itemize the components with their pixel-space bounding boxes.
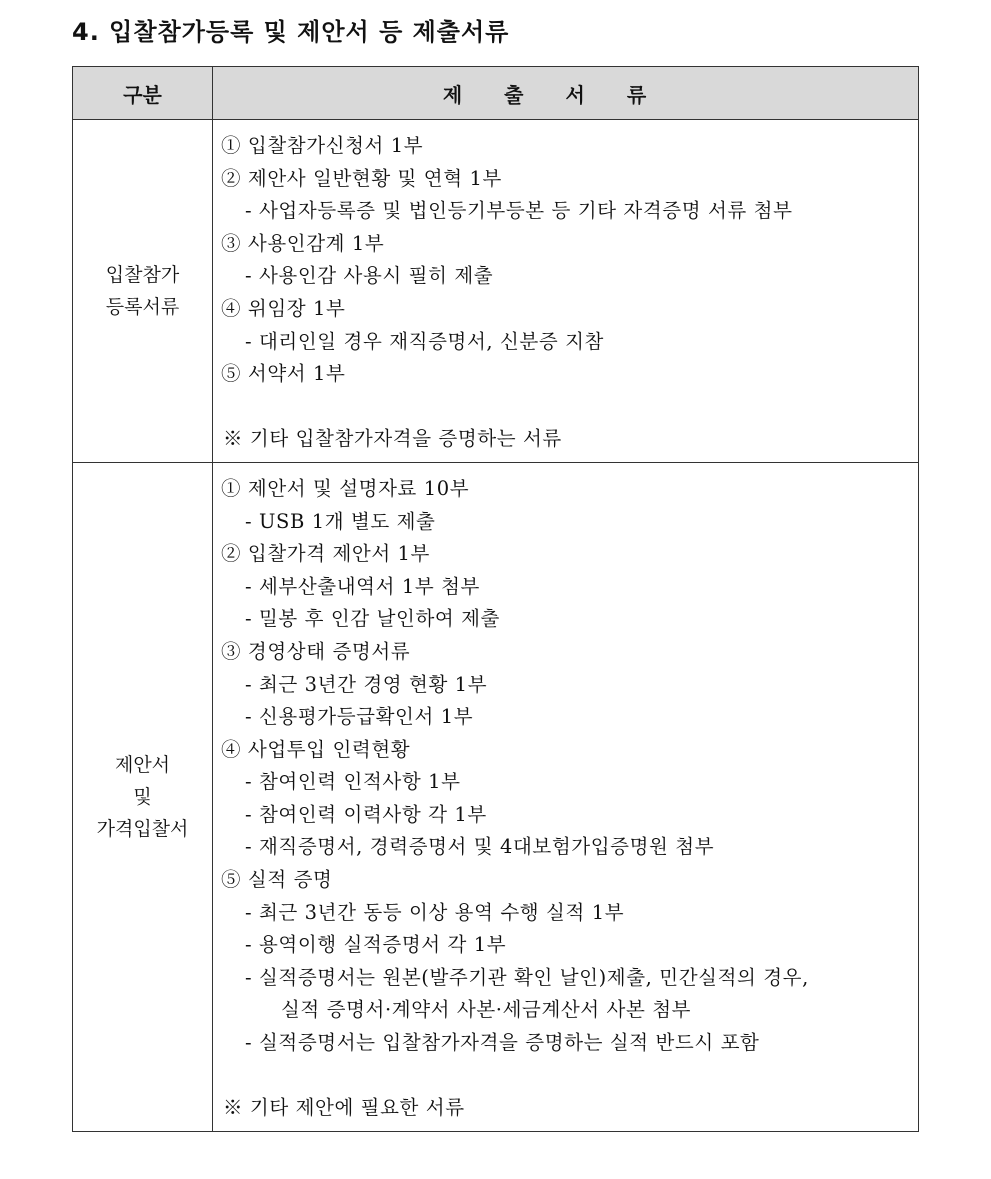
documents-cell [213, 462, 919, 1131]
document-list [213, 120, 918, 462]
note-item: ※ 기타 제안에 필요한 서류 [223, 1096, 465, 1120]
category-label: 등록서류 [105, 295, 180, 318]
header-category: 구분 [73, 67, 213, 120]
blank-line [221, 1060, 918, 1093]
category-cell [73, 462, 213, 1131]
list-item: ④ 위임장 1부 [221, 296, 346, 320]
category-label: 제안서 [114, 753, 171, 776]
list-item: ⑤ 실적 증명 [221, 868, 333, 892]
table-row [73, 462, 919, 1131]
list-subitem: - 참여인력 인적사항 1부 [245, 770, 461, 794]
note-item: ※ 기타 입찰참가자격을 증명하는 서류 [223, 427, 562, 451]
category-cell [73, 120, 213, 463]
list-item: ④ 사업투입 인력현황 [221, 737, 411, 761]
list-item: ① 입찰참가신청서 1부 [221, 134, 424, 157]
list-subitem: - 실적증명서는 원본(발주기관 확인 날인)제출, 민간실적의 경우, [245, 965, 809, 989]
list-item: ② 제안사 일반현황 및 연혁 1부 [221, 166, 502, 190]
list-subitem: - 밀봉 후 인감 날인하여 제출 [245, 607, 500, 631]
list-subitem: - 재직증명서, 경력증명서 및 4대보험가입증명원 첨부 [245, 835, 715, 859]
list-item: ② 입찰가격 제안서 1부 [221, 542, 430, 566]
list-subitem: - 대리인일 경우 재직증명서, 신분증 지참 [245, 329, 604, 353]
blank-line [221, 391, 918, 424]
list-item: ⑤ 서약서 1부 [221, 362, 346, 386]
document-list [213, 463, 918, 1131]
category-label: 입찰참가 [105, 263, 180, 286]
list-subitem: - 사용인감 사용시 필히 제출 [245, 264, 494, 288]
list-subitem-continuation: 실적 증명서·계약서 사본·세금계산서 사본 첨부 [281, 998, 692, 1022]
list-subitem: - 신용평가등급확인서 1부 [245, 705, 474, 729]
list-item: ③ 경영상태 증명서류 [221, 639, 411, 663]
page-title: 4. 입찰참가등록 및 제안서 등 제출서류 [72, 18, 510, 46]
list-subitem: - 최근 3년간 경영 현황 1부 [245, 672, 488, 696]
list-subitem: - 세부산출내역서 1부 첨부 [245, 574, 480, 598]
list-subitem: - 사업자등록증 및 법인등기부등본 등 기타 자격증명 서류 첨부 [245, 199, 793, 223]
list-subitem: - 최근 3년간 동등 이상 용역 수행 실적 1부 [245, 900, 625, 924]
documents-cell [213, 120, 919, 463]
list-subitem: - 참여인력 이력사항 각 1부 [245, 802, 487, 826]
category-label: 가격입찰서 [96, 817, 189, 840]
list-subitem: - 용역이행 실적증명서 각 1부 [245, 933, 507, 957]
documents-table [72, 66, 919, 1132]
list-subitem: - USB 1개 별도 제출 [245, 509, 436, 533]
category-label: 및 [133, 785, 152, 808]
table-row [73, 120, 919, 463]
header-documents: 제출서류 [213, 67, 919, 120]
list-subitem: - 실적증명서는 입찰참가자격을 증명하는 실적 반드시 포함 [245, 1031, 760, 1055]
table-header-row [73, 67, 919, 120]
list-item: ① 제안서 및 설명자료 10부 [221, 476, 470, 500]
list-item: ③ 사용인감계 1부 [221, 231, 385, 255]
